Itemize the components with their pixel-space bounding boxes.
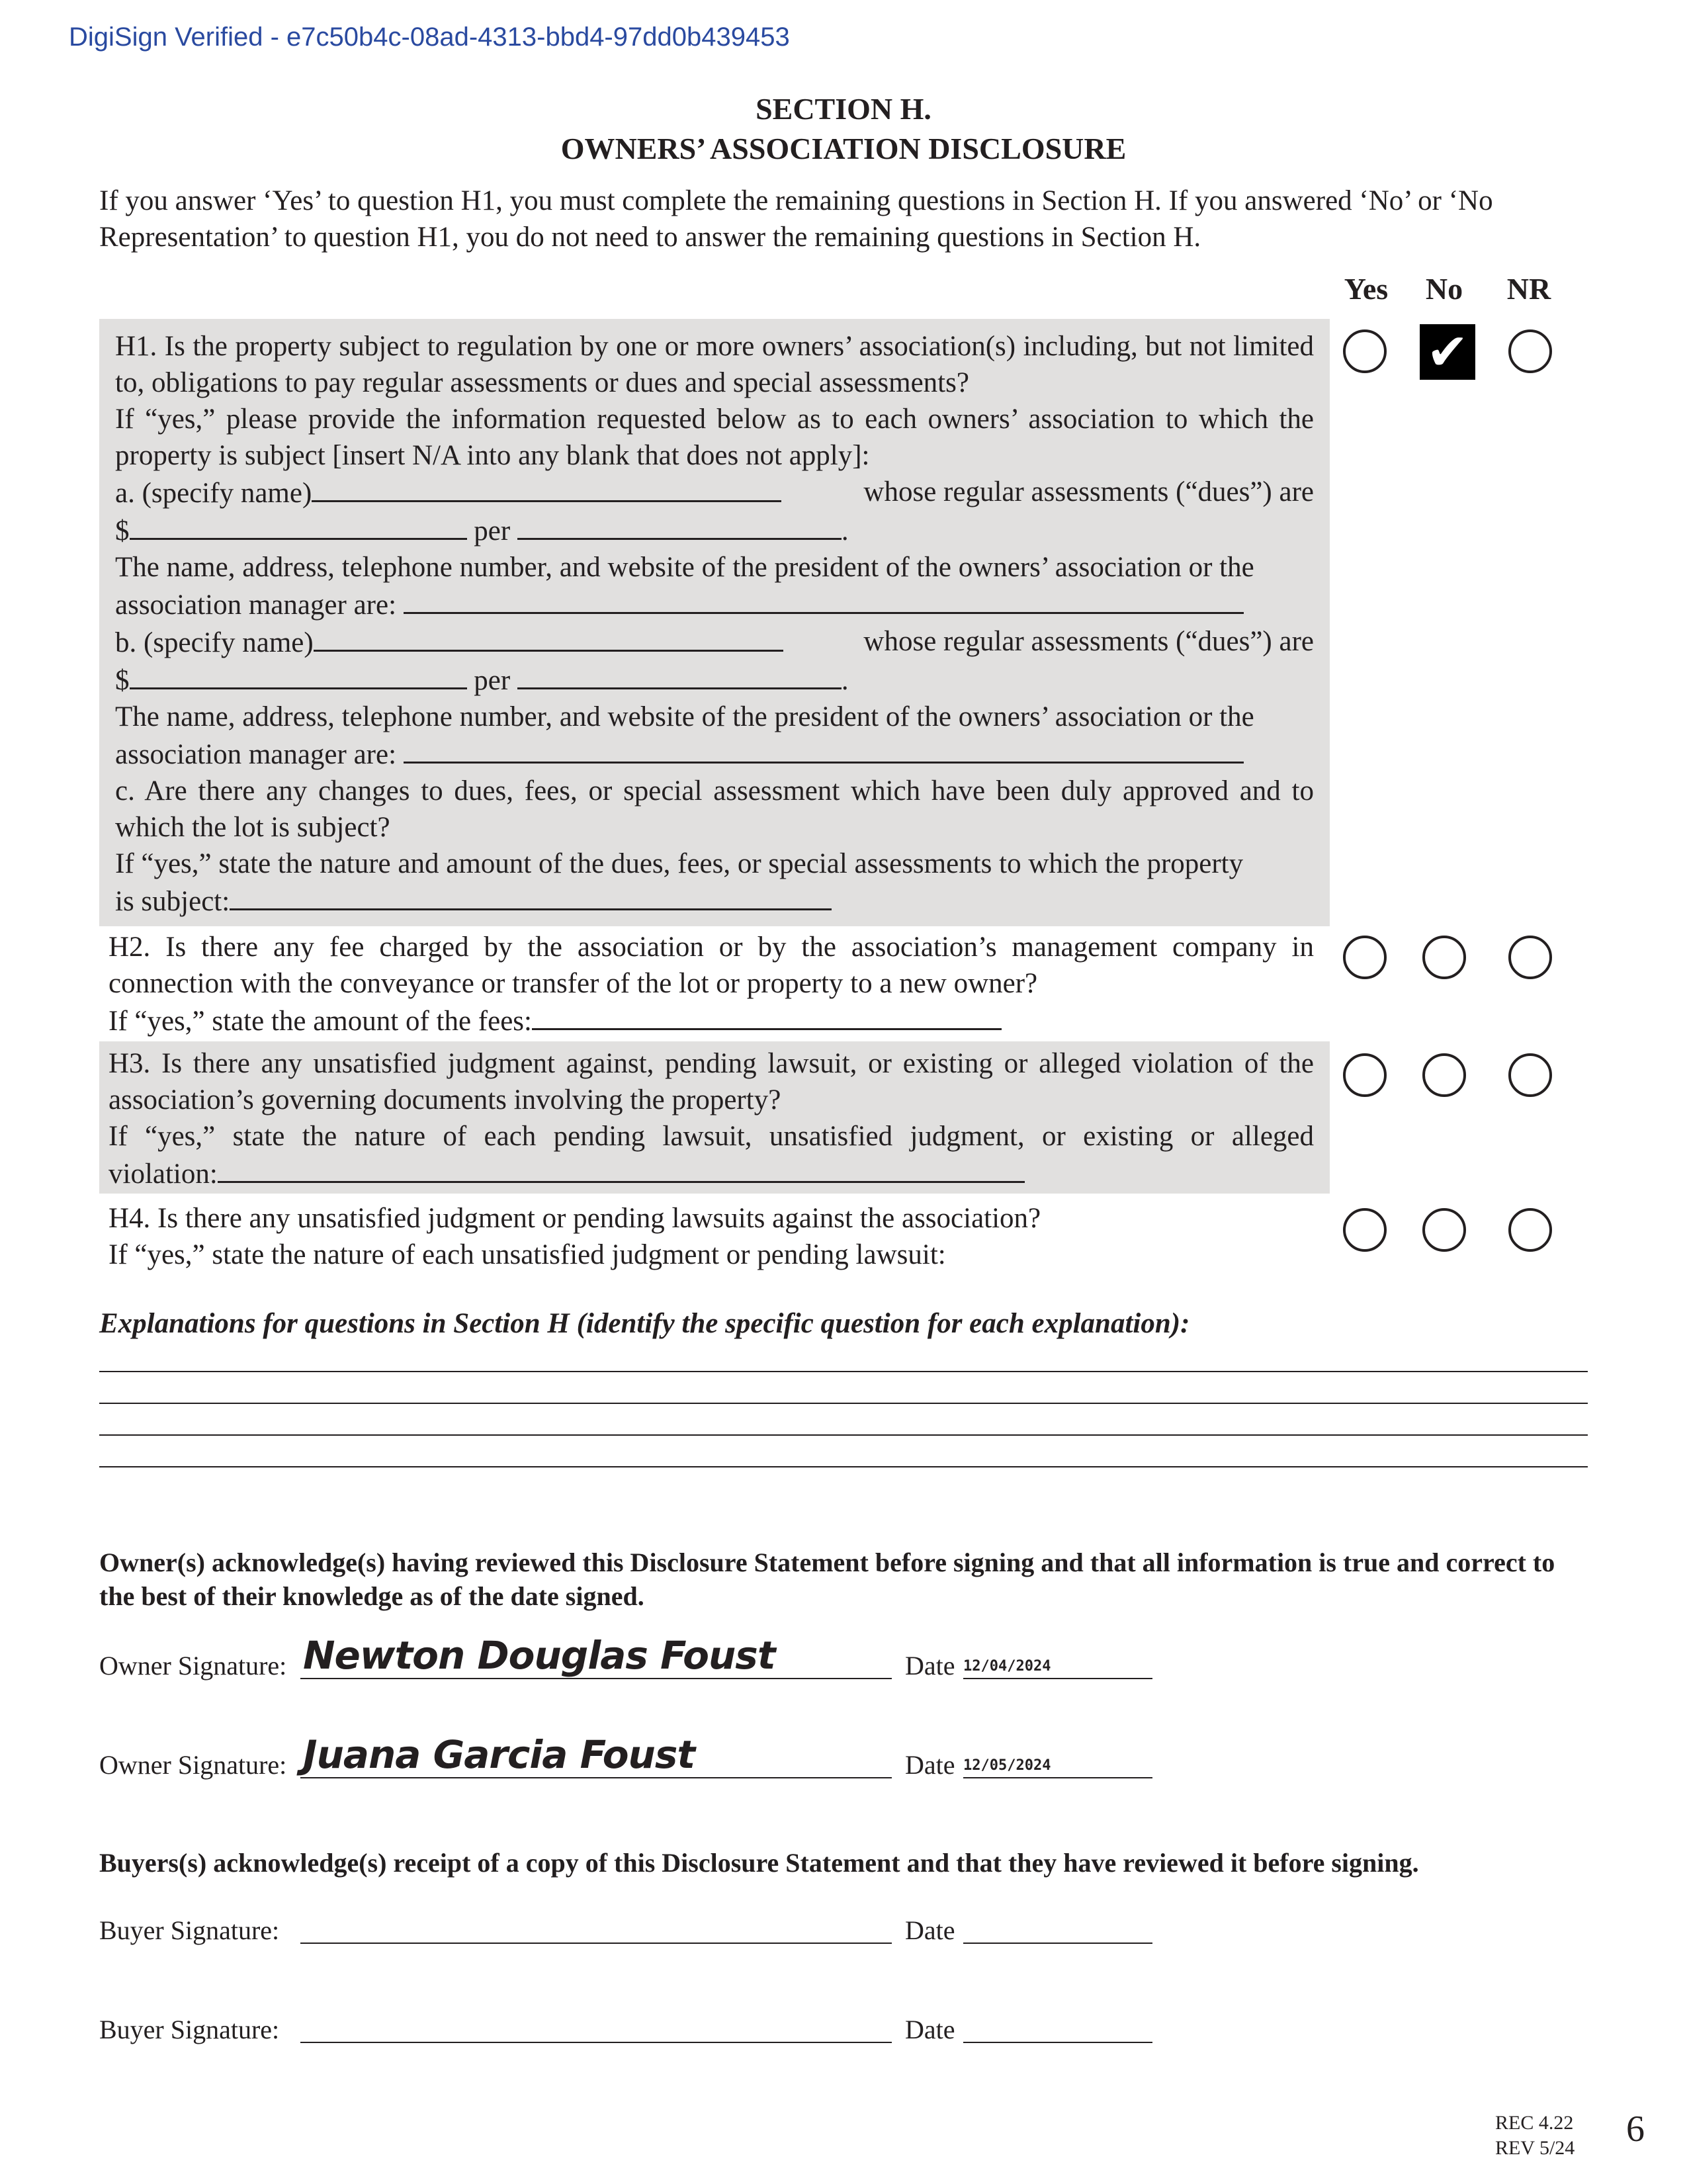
h2-fee-field[interactable] [532, 1002, 1002, 1030]
h4-yes-radio[interactable] [1343, 1208, 1387, 1252]
h1c-subject-field[interactable] [230, 882, 832, 910]
buyer-date-label-2: Date [905, 2015, 955, 2044]
owner-date-1: 12/04/2024 [963, 1658, 1051, 1675]
column-no: No [1425, 272, 1463, 306]
buyer-signature-field-1[interactable] [300, 1905, 892, 1944]
h3-violation-field[interactable] [218, 1155, 1025, 1183]
explanations-heading: Explanations for questions in Section H (identify the specific question for each explanation): [99, 1308, 1190, 1339]
h1a-whose: whose regular assessments (“dues”) are [863, 476, 1314, 507]
h1a-president-text: The name, address, telephone number, and website of the president of the owners’ association or the [115, 552, 1254, 583]
owner-signature-field-2[interactable] [300, 1732, 892, 1778]
h1-question-text: H1. Is the property subject to regulation by one or more owners’ association(s) including, but not limited to, obligations to pay regular assessments or dues and special assessments? [115, 331, 1314, 398]
explanation-line-1[interactable] [99, 1371, 1588, 1372]
check-icon: ✔ [1426, 322, 1469, 381]
h1b-row [115, 623, 1314, 661]
h1a-period-field[interactable] [517, 511, 842, 540]
buyer-date-field-1[interactable] [963, 1905, 1152, 1944]
question-h4 [99, 1200, 1330, 1280]
h1c-instructions: If “yes,” state the nature and amount of the dues, fees, or special assessments to which the property [115, 848, 1244, 879]
h4-nr-radio[interactable] [1508, 1208, 1552, 1252]
owner-signature-1: Newton Douglas Foust [303, 1633, 775, 1678]
buyer-date-field-2[interactable] [963, 2005, 1152, 2043]
h2-yes-radio[interactable] [1343, 936, 1387, 979]
buyer-date-label-1: Date [905, 1915, 955, 1945]
h2-instructions: If “yes,” state the amount of the fees: [108, 1006, 532, 1037]
owner-acknowledgment: Owner(s) acknowledge(s) having reviewed this Disclosure Statement before signing and that all information is true and correct to the best of their knowledge as of the date signed. [99, 1548, 1555, 1611]
buyer-acknowledgment: Buyers(s) acknowledge(s) receipt of a copy of this Disclosure Statement and that they have reviewed it before signing. [99, 1848, 1419, 1878]
owner-signature-2: Juana Garcia Foust [303, 1732, 695, 1777]
owner-date-2: 12/05/2024 [963, 1757, 1051, 1774]
h1a-dollar: $ [115, 515, 130, 546]
h1a-row [115, 474, 1314, 511]
owner-signature-label-2: Owner Signature: [99, 1750, 287, 1780]
explanation-line-4[interactable] [99, 1466, 1588, 1467]
h1b-dollar: $ [115, 665, 130, 696]
column-yes: Yes [1344, 272, 1389, 306]
form-code-rec: REC 4.22 [1495, 2112, 1574, 2134]
h1-yes-radio[interactable] [1343, 329, 1387, 373]
question-h1 [99, 319, 1330, 926]
owner-date-field-1[interactable] [963, 1639, 1152, 1679]
intro-paragraph: If you answer ‘Yes’ to question H1, you must complete the remaining questions in Section H. If you answered ‘No’ or ‘No Representation’ to question H1, you do not need to answer the remaining questions in Section H. [99, 185, 1493, 253]
page-title: OWNERS’ ASSOCIATION DISCLOSURE [560, 132, 1127, 165]
buyer-signature-label-1: Buyer Signature: [99, 1915, 280, 1945]
h1b-manager-label: association manager are: [115, 739, 397, 770]
explanation-line-2[interactable] [99, 1403, 1588, 1404]
section-label: SECTION H. [756, 92, 931, 126]
h1a-manager-label: association manager are: [115, 590, 397, 621]
h1b-amount-field[interactable] [130, 661, 467, 689]
form-code-rev: REV 5/24 [1495, 2137, 1575, 2159]
h1b-manager-row [115, 735, 1314, 773]
h2-nr-radio[interactable] [1508, 936, 1552, 979]
owner-signature-label-1: Owner Signature: [99, 1651, 287, 1681]
h1c-subject-row [115, 882, 1314, 920]
question-h2 [99, 929, 1330, 1041]
page-number: 6 [1626, 2109, 1645, 2150]
h3-nr-radio[interactable] [1508, 1053, 1552, 1097]
explanation-line-3[interactable] [99, 1434, 1588, 1436]
h1b-president-text: The name, address, telephone number, and website of the president of the owners’ association or the [115, 701, 1254, 732]
buyer-signature-field-2[interactable] [300, 2005, 892, 2043]
h3-instructions: If “yes,” state the nature of each pending lawsuit, unsatisfied judgment, or existing or alleged [108, 1121, 1314, 1152]
h1b-dues-row [115, 661, 1314, 699]
h1a-period: . [841, 515, 849, 546]
h1b-name-field[interactable] [314, 623, 783, 652]
question-h3 [99, 1041, 1330, 1194]
h1-nr-radio[interactable] [1508, 329, 1552, 373]
h1a-amount-field[interactable] [130, 511, 467, 540]
digisign-verified-stamp: DigiSign Verified - e7c50b4c-08ad-4313-bbd4-97dd0b439453 [69, 22, 790, 52]
h3-yes-radio[interactable] [1343, 1053, 1387, 1097]
column-nr: NR [1506, 272, 1551, 306]
h1b-period: . [841, 665, 849, 696]
h1a-label: a. (specify name) [115, 478, 312, 509]
h4-no-radio[interactable] [1422, 1208, 1466, 1252]
h1b-per: per [474, 665, 511, 696]
h4-instructions: If “yes,” state the nature of each unsatisfied judgment or pending lawsuit: [108, 1239, 946, 1270]
h3-violation-label: violation: [108, 1158, 218, 1190]
h2-question-text: H2. Is there any fee charged by the association or by the association’s management company in connection with the conveyance or transfer of the lot or property to a new owner? [108, 932, 1314, 999]
buyer-signature-label-2: Buyer Signature: [99, 2015, 280, 2044]
h2-no-radio[interactable] [1422, 936, 1466, 979]
owner-date-field-2[interactable] [963, 1739, 1152, 1778]
h1a-manager-field[interactable] [404, 586, 1244, 614]
h3-question-text: H3. Is there any unsatisfied judgment against, pending lawsuit, or existing or alleged violation of the association’s governing documents involving the property? [108, 1048, 1314, 1115]
h1b-period-field[interactable] [517, 661, 842, 689]
h3-no-radio[interactable] [1422, 1053, 1466, 1097]
h1c-question: c. Are there any changes to dues, fees, or special assessment which have been duly approved and to which the lot is subject? [115, 775, 1314, 843]
h2-fee-row [108, 1002, 1314, 1039]
owner-date-label-2: Date [905, 1750, 955, 1780]
h1b-manager-field[interactable] [404, 735, 1244, 764]
h4-question-text: H4. Is there any unsatisfied judgment or pending lawsuits against the association? [108, 1203, 1041, 1234]
h1a-dues-row [115, 511, 1314, 549]
form-code [1495, 2111, 1575, 2161]
h1a-manager-row [115, 586, 1314, 623]
h1b-whose: whose regular assessments (“dues”) are [863, 626, 1314, 657]
owner-date-label-1: Date [905, 1651, 955, 1681]
h1a-per: per [474, 515, 511, 546]
h1-no-checked-checkbox[interactable] [1420, 324, 1475, 380]
h3-violation-row [108, 1155, 1314, 1192]
owner-signature-field-1[interactable] [300, 1633, 892, 1679]
h1c-subject-label: is subject: [115, 886, 230, 917]
h1a-name-field[interactable] [312, 474, 781, 502]
h1b-label: b. (specify name) [115, 627, 314, 658]
h1-instructions: If “yes,” please provide the information requested below as to each owners’ association to which the property is subject [insert N/A into any blank that does not apply]: [115, 404, 1314, 471]
